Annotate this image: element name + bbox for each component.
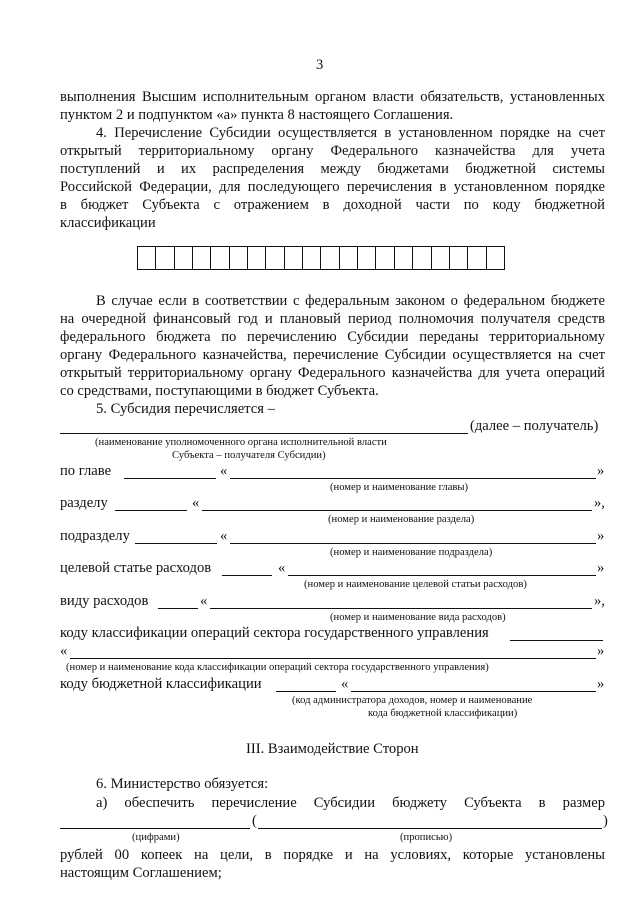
kbk-code-cell[interactable] bbox=[413, 247, 431, 269]
p4-line-6: классификации bbox=[60, 215, 156, 231]
p4-line-4: Российской Федерации, для последующего перечисления в установленном порядке bbox=[60, 179, 605, 195]
subsection-label: подразделу bbox=[60, 528, 130, 544]
target-open-quote: « bbox=[278, 560, 286, 576]
section-3-heading: III. Взаимодействие Сторон bbox=[246, 741, 419, 757]
kbk-code-underline[interactable] bbox=[276, 691, 336, 692]
section-close-quote: », bbox=[594, 495, 605, 511]
end-line-2: настоящим Соглашением; bbox=[60, 865, 222, 881]
kbk-code-cell[interactable] bbox=[358, 247, 376, 269]
case-line-2: на очередной финансовый год и плановый период полномочия получателя средств bbox=[60, 311, 605, 327]
kbk-code-boxes bbox=[137, 246, 505, 270]
section-caption: (номер и наименование раздела) bbox=[328, 514, 475, 525]
type-open-quote: « bbox=[200, 593, 208, 609]
kosgu-caption: (номер и наименование кода классификации операций сектора государственного управления) bbox=[66, 662, 489, 673]
kosgu-close-quote: » bbox=[597, 643, 605, 659]
kosgu-open-quote: « bbox=[60, 643, 68, 659]
target-close-quote: » bbox=[597, 560, 605, 576]
case-line-1: В случае если в соответствии с федеральным законом о федеральном бюджете bbox=[96, 293, 605, 309]
subsection-caption: (номер и наименование подраздела) bbox=[330, 547, 493, 558]
section-open-quote: « bbox=[192, 495, 200, 511]
kbk-caption-1: (код администратора доходов, номер и наименование bbox=[292, 695, 533, 706]
kbk-code-cell[interactable] bbox=[193, 247, 211, 269]
kbk-code-cell[interactable] bbox=[230, 247, 248, 269]
kbk-code-cell[interactable] bbox=[450, 247, 468, 269]
section-label: разделу bbox=[60, 495, 108, 511]
kbk-code-cell[interactable] bbox=[468, 247, 486, 269]
type-name-underline[interactable] bbox=[210, 608, 592, 609]
kbk-code-cell[interactable] bbox=[266, 247, 284, 269]
case-line-4: органу Федерального казначейства, перечисление Субсидии осуществляется на счет bbox=[60, 347, 605, 363]
kbk-code-cell[interactable] bbox=[321, 247, 339, 269]
amount-words-caption: (прописью) bbox=[400, 832, 453, 843]
p6-heading: 6. Министерство обязуется: bbox=[96, 776, 269, 792]
kbk-code-cell[interactable] bbox=[487, 247, 504, 269]
amount-digits-underline[interactable] bbox=[60, 828, 250, 829]
target-name-underline[interactable] bbox=[288, 575, 596, 576]
kbk-open-quote: « bbox=[341, 676, 349, 692]
kosgu-label: коду классификации операций сектора государственного управления bbox=[60, 625, 489, 641]
kbk-close-quote: » bbox=[597, 676, 605, 692]
target-code-underline[interactable] bbox=[222, 575, 272, 576]
recipient-caption-2: Субъекта – получателя Субсидии) bbox=[172, 450, 326, 461]
type-label: виду расходов bbox=[60, 593, 149, 609]
chapter-close-quote: » bbox=[597, 463, 605, 479]
kbk-code-cell[interactable] bbox=[138, 247, 156, 269]
kbk-code-cell[interactable] bbox=[303, 247, 321, 269]
amount-close-paren: ) bbox=[603, 813, 608, 829]
case-line-6: со средствами, поступающими в бюджет Субъекта. bbox=[60, 383, 379, 399]
chapter-caption: (номер и наименование главы) bbox=[330, 482, 469, 493]
section-name-underline[interactable] bbox=[202, 510, 592, 511]
kbk-code-cell[interactable] bbox=[156, 247, 174, 269]
kbk-code-cell[interactable] bbox=[248, 247, 266, 269]
kbk-code-cell[interactable] bbox=[432, 247, 450, 269]
kbk-code-cell[interactable] bbox=[376, 247, 394, 269]
recipient-caption-1: (наименование уполномоченного органа исполнительной власти bbox=[95, 437, 387, 448]
p4-line-2: открытый территориальному органу Федерального казначейства для учета bbox=[60, 143, 605, 159]
amount-open-paren: ( bbox=[252, 813, 257, 829]
kbk-name-underline[interactable] bbox=[351, 691, 596, 692]
kbk-code-cell[interactable] bbox=[395, 247, 413, 269]
kbk-label: коду бюджетной классификации bbox=[60, 676, 262, 692]
end-line-1: рублей 00 копеек на цели, в порядке и на условиях, которые установлены bbox=[60, 847, 605, 863]
intro-line-2: пунктом 2 и подпунктом «а» пункта 8 настоящего Соглашения. bbox=[60, 107, 454, 123]
subsection-close-quote: » bbox=[597, 528, 605, 544]
kbk-code-cell[interactable] bbox=[285, 247, 303, 269]
page-number: 3 bbox=[316, 57, 324, 73]
kbk-code-cell[interactable] bbox=[211, 247, 229, 269]
chapter-open-quote: « bbox=[220, 463, 228, 479]
p4-line-5: в бюджет Субъекта с отражением в доходной части по коду бюджетной bbox=[60, 197, 605, 213]
kosgu-name-underline[interactable] bbox=[70, 658, 596, 659]
subsection-open-quote: « bbox=[220, 528, 228, 544]
target-label: целевой статье расходов bbox=[60, 560, 212, 576]
p4-line-1: 4. Перечисление Субсидии осуществляется в установленном порядке на счет bbox=[96, 125, 605, 141]
kbk-code-cell[interactable] bbox=[340, 247, 358, 269]
section-code-underline[interactable] bbox=[115, 510, 187, 511]
chapter-label: по главе bbox=[60, 463, 112, 479]
amount-digits-caption: (цифрами) bbox=[132, 832, 180, 843]
subsection-name-underline[interactable] bbox=[230, 543, 596, 544]
p6a-line: а) обеспечить перечисление Субсидии бюджету Субъекта в размер bbox=[96, 795, 605, 811]
case-line-3: федерального бюджета по перечислению Субсидии переданы территориальному bbox=[60, 329, 605, 345]
subsection-code-underline[interactable] bbox=[135, 543, 217, 544]
type-close-quote: », bbox=[594, 593, 605, 609]
chapter-name-underline[interactable] bbox=[230, 478, 596, 479]
type-caption: (номер и наименование вида расходов) bbox=[330, 612, 506, 623]
kbk-code-cell[interactable] bbox=[175, 247, 193, 269]
p5-heading: 5. Субсидия перечисляется – bbox=[96, 401, 275, 417]
type-code-underline[interactable] bbox=[158, 608, 198, 609]
intro-line-1: выполнения Высшим исполнительным органом власти обязательств, установленных bbox=[60, 89, 605, 105]
kosgu-code-underline[interactable] bbox=[510, 640, 603, 641]
recipient-underline[interactable] bbox=[60, 433, 468, 434]
p4-line-3: поступлений и их распределения между бюджетами бюджетной системы bbox=[60, 161, 605, 177]
amount-words-underline[interactable] bbox=[258, 828, 602, 829]
case-line-5: открытый территориальному органу Федерального казначейства для учета операций bbox=[60, 365, 605, 381]
kbk-caption-2: кода бюджетной классификации) bbox=[368, 708, 518, 719]
target-caption: (номер и наименование целевой статьи расходов) bbox=[304, 579, 527, 590]
recipient-suffix: (далее – получатель) bbox=[470, 418, 599, 434]
chapter-code-underline[interactable] bbox=[124, 478, 216, 479]
